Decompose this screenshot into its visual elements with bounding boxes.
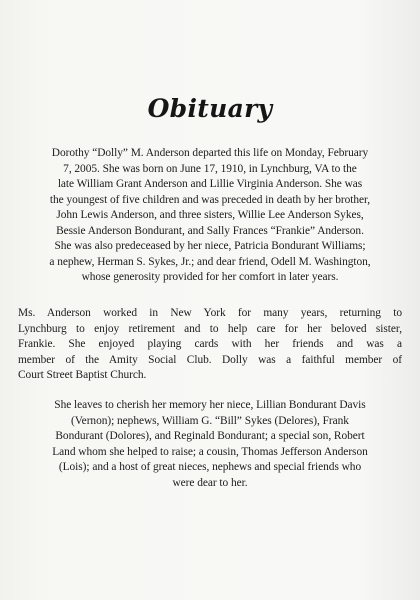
- text-line: She was also predeceased by her niece, Patricia Bondurant Williams;: [54, 240, 366, 252]
- text-line: Land whom she helped to raise; a cousin, Thomas Jefferson Anderson: [52, 445, 368, 458]
- text-line: Bessie Anderson Bondurant, and Sally Frances “Frankie” Anderson.: [56, 224, 364, 237]
- text-line: Lynchburg to enjoy retirement and to help care for her beloved sister,: [18, 322, 402, 335]
- text-line: (Lois); and a host of great nieces, nephews and special friends who: [58, 461, 362, 473]
- text-line: John Lewis Anderson, and three sisters, Willie Lee Anderson Sykes,: [56, 209, 364, 221]
- paragraph-survivors: [18, 398, 402, 491]
- text-line: (Vernon); nephews, William G. “Bill” Sykes (Delores), Frank: [71, 414, 349, 427]
- text-line: Frankie. She enjoyed playing cards with her friends and was a: [18, 338, 402, 350]
- text-line: were dear to her.: [172, 476, 248, 489]
- text-line: a nephew, Herman S. Sykes, Jr.; and dear friend, Odell M. Washington,: [49, 255, 371, 268]
- obituary-title: Obituary: [147, 94, 273, 123]
- text-line: the youngest of five children and was preceded in death by her brother,: [49, 193, 371, 206]
- text-line: late William Grant Anderson and Lillie Virginia Anderson. She was: [57, 178, 363, 190]
- text-line: 7, 2005. She was born on June 17, 1910, in Lynchburg, VA to the: [63, 162, 357, 175]
- text-line: Bondurant (Dolores), and Reginald Bondurant; a special son, Robert: [55, 430, 365, 442]
- paragraph-life-summary: [18, 146, 402, 286]
- text-line: whose generosity provided for her comfort in later years.: [81, 271, 339, 283]
- paragraph-career: [18, 306, 402, 384]
- text-line: She leaves to cherish her memory her niece, Lillian Bondurant Davis: [54, 399, 366, 411]
- text-line: Ms. Anderson worked in New York for many years, returning to: [18, 307, 402, 319]
- text-line: Court Street Baptist Church.: [18, 369, 147, 381]
- text-line: member of the Amity Social Club. Dolly was a faithful member of: [18, 353, 402, 366]
- text-line: Dorothy “Dolly” M. Anderson departed this life on Monday, February: [51, 147, 369, 159]
